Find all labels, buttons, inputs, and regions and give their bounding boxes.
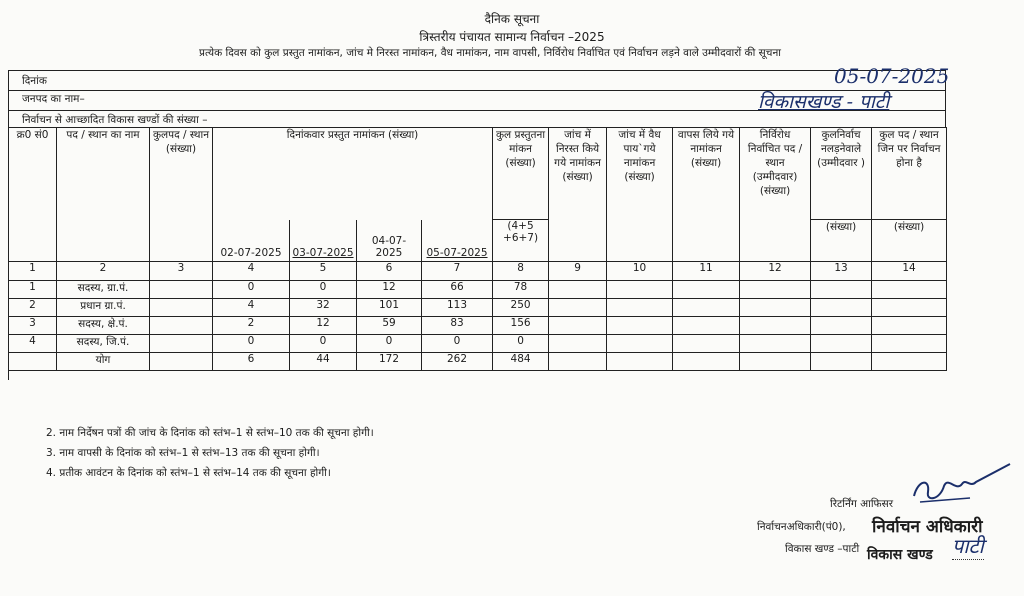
row-total-posts	[150, 281, 213, 299]
row-date1: 2	[213, 317, 290, 335]
total-date2: 44	[290, 353, 357, 371]
header-post: पद / स्थान का नाम	[57, 128, 150, 262]
row-date3: 101	[357, 299, 422, 317]
row-serial: 2	[9, 299, 57, 317]
signature-line-1: रिटर्निंग आफिसर	[830, 498, 894, 510]
row-empty	[673, 317, 740, 335]
date-col-3: 04-07-2025	[357, 220, 422, 262]
row-date4: 0	[422, 335, 493, 353]
row-empty	[549, 317, 607, 335]
total-date1: 6	[213, 353, 290, 371]
header-withdrawn: वापस लिये गये नामांकन (संख्या)	[673, 128, 740, 262]
col-num: 4	[213, 262, 290, 281]
date-handwritten: 05-07-2025	[834, 64, 950, 88]
row-post: प्रधान ग्रा.पं.	[57, 299, 150, 317]
col-num: 6	[357, 262, 422, 281]
row-post: सदस्य, जि.पं.	[57, 335, 150, 353]
row-serial: 1	[9, 281, 57, 299]
row-post: सदस्य, ग्रा.पं.	[57, 281, 150, 299]
row-empty	[872, 335, 947, 353]
blocks-count-label: निर्वाचन से आच्छादित विकास खण्डों की संख्या –	[22, 114, 208, 126]
row-total-posts	[150, 335, 213, 353]
stamp-block: विकास खण्ड	[867, 547, 933, 563]
row-empty	[872, 299, 947, 317]
col-num: 2	[57, 262, 150, 281]
row-date2: 32	[290, 299, 357, 317]
block-handwritten: विकासखण्ड - पाटी	[758, 91, 890, 113]
row-total: 250	[493, 299, 549, 317]
row-date3: 59	[357, 317, 422, 335]
row-post: सदस्य, क्षे.पं.	[57, 317, 150, 335]
table-row	[9, 317, 947, 335]
date-col-1: 02-07-2025	[213, 220, 290, 262]
row-total-posts	[150, 299, 213, 317]
row-empty	[740, 335, 811, 353]
column-number-row	[9, 262, 947, 281]
date-label: दिनांक	[22, 75, 47, 87]
row-empty	[549, 281, 607, 299]
row-empty	[549, 299, 607, 317]
total-date4: 262	[422, 353, 493, 371]
row-empty	[673, 353, 740, 371]
header-total-formula: (4+5 +6+7)	[493, 220, 549, 262]
row-empty	[811, 335, 872, 353]
row-empty	[607, 353, 673, 371]
row-empty	[872, 281, 947, 299]
note-item: 4. प्रतीक आवंटन के दिनांक को स्तंभ–1 से स्तंभ–14 तक की सूचना होगी।	[46, 467, 331, 479]
total-posts	[150, 353, 213, 371]
total-nominations: 484	[493, 353, 549, 371]
col-num: 9	[549, 262, 607, 281]
row-empty	[811, 281, 872, 299]
total-row	[9, 353, 947, 371]
row-date1: 0	[213, 335, 290, 353]
signature-scribble	[900, 462, 1020, 510]
row-empty	[549, 335, 607, 353]
col-num: 13	[811, 262, 872, 281]
row-empty	[607, 281, 673, 299]
header-total-posts: कुलपद / स्थान (संख्या)	[150, 128, 213, 262]
table-row	[9, 335, 947, 353]
row-empty	[673, 335, 740, 353]
header-contesting-unit: (संख्या)	[811, 220, 872, 262]
col-num: 11	[673, 262, 740, 281]
col-num: 14	[872, 262, 947, 281]
row-empty	[740, 281, 811, 299]
row-date1: 0	[213, 281, 290, 299]
stamp-block-handwritten: पाटी	[952, 534, 984, 558]
row-total: 78	[493, 281, 549, 299]
total-label: योग	[57, 353, 150, 371]
form-top-line	[8, 70, 946, 71]
row-total: 156	[493, 317, 549, 335]
row-empty	[673, 281, 740, 299]
notes-list	[46, 423, 374, 483]
header-unopposed: निर्विरोध निर्वाचित पद / स्थान (उम्मीदवार) (संख्या)	[740, 128, 811, 262]
row-serial: 3	[9, 317, 57, 335]
row-total-posts	[150, 317, 213, 335]
row-empty	[740, 299, 811, 317]
row-date2: 0	[290, 281, 357, 299]
signature-line-2: निर्वाचनअधिकारी(पं0),	[757, 521, 846, 533]
row-date3: 0	[357, 335, 422, 353]
election-subtitle: त्रिस्तरीय पंचायत सामान्य निर्वाचन –2025	[419, 30, 605, 44]
row-empty	[549, 353, 607, 371]
row-date2: 0	[290, 335, 357, 353]
notice-description: प्रत्येक दिवस को कुल प्रस्तुत नामांकन, जांच मे निरस्त नामांकन, वैध नामांकन, नाम वापसी, निर्विरोध निर्वाचित एवं निर्वाचन लड़ने वाले उम्मीदवारों की सूचना	[199, 47, 781, 59]
row-date4: 113	[422, 299, 493, 317]
row-empty	[872, 317, 947, 335]
stamp-election-officer: निर्वाचन अधिकारी	[872, 517, 983, 537]
row-empty	[673, 299, 740, 317]
col-num: 1	[9, 262, 57, 281]
header-total-nominations: कुल प्रस्तुतना मांकन (संख्या)	[493, 128, 549, 220]
row-empty	[607, 335, 673, 353]
row-empty	[740, 317, 811, 335]
row-empty	[811, 299, 872, 317]
row-date2: 12	[290, 317, 357, 335]
notice-title: दैनिक सूचना	[484, 12, 540, 26]
date-col-4: 05-07-2025	[422, 220, 493, 262]
row-empty	[740, 353, 811, 371]
table-row	[9, 299, 947, 317]
date-col-2: 03-07-2025	[290, 220, 357, 262]
row-serial: 4	[9, 335, 57, 353]
note-item: 3. नाम वापसी के दिनांक को स्तंभ–1 से स्तंभ–13 तक की सूचना होगी।	[46, 447, 320, 459]
header-posts-to-elect: कुल पद / स्थान जिन पर निर्वाचन होना है	[872, 128, 947, 220]
header-posts-unit: (संख्या)	[872, 220, 947, 262]
district-label: जनपद का नाम–	[22, 93, 85, 105]
row-date4: 83	[422, 317, 493, 335]
row-empty	[607, 299, 673, 317]
table-row	[9, 281, 947, 299]
col-num: 12	[740, 262, 811, 281]
header-serial: क्र0 सं0	[9, 128, 57, 262]
header-datewise: दिनांकवार प्रस्तुत नामांकन (संख्या)	[213, 128, 493, 220]
col-num: 7	[422, 262, 493, 281]
row-empty	[811, 353, 872, 371]
nomination-table	[8, 127, 947, 371]
header-contesting: कुलनिर्वाच नलड़नेवाले (उम्मीदवार )	[811, 128, 872, 220]
row-empty	[811, 317, 872, 335]
row-date1: 4	[213, 299, 290, 317]
col-num: 3	[150, 262, 213, 281]
col-num: 5	[290, 262, 357, 281]
row-empty	[872, 353, 947, 371]
signature-line-3: विकास खण्ड –पाटी	[785, 543, 860, 555]
col-num: 8	[493, 262, 549, 281]
row-date4: 66	[422, 281, 493, 299]
row-empty	[607, 317, 673, 335]
total-date3: 172	[357, 353, 422, 371]
header-rejected: जांच में निरस्त किये गये नामांकन (संख्या)	[549, 128, 607, 262]
total-serial	[9, 353, 57, 371]
header-valid: जांच में वैध पाय`गये नामांकन (संख्या)	[607, 128, 673, 262]
note-item: 2. नाम निर्देषन पत्रों की जांच के दिनांक को स्तंभ–1 से स्तंभ–10 तक की सूचना होगी।	[46, 427, 374, 439]
row-date3: 12	[357, 281, 422, 299]
form-sheet	[8, 64, 1016, 380]
row-total: 0	[493, 335, 549, 353]
col-num: 10	[607, 262, 673, 281]
